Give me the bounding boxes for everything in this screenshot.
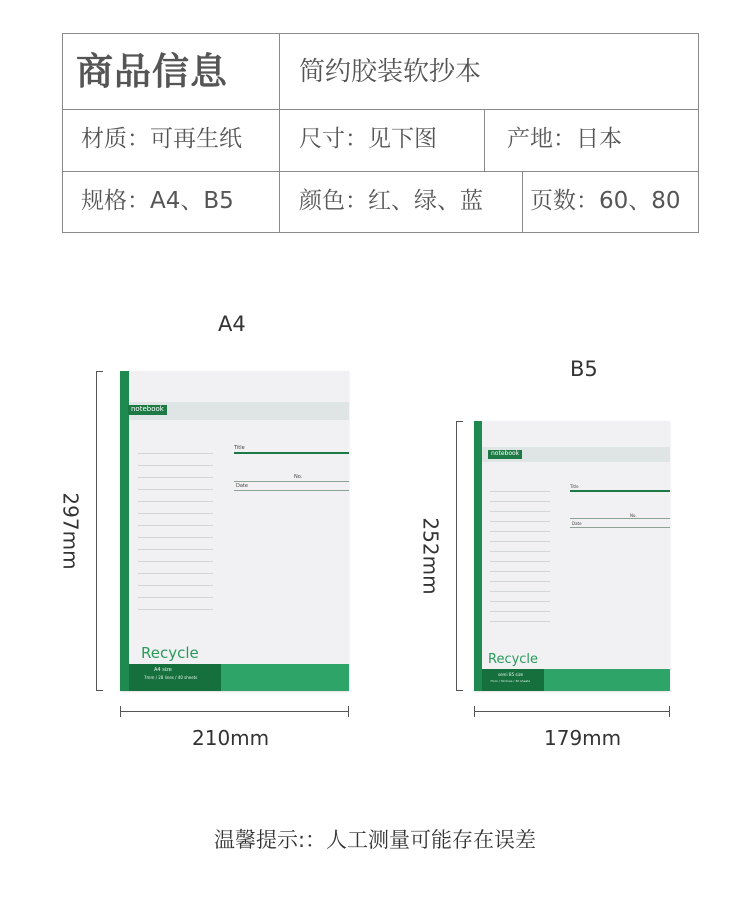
- recycle-brand-text: Recycle: [141, 644, 199, 662]
- cover-rule: [138, 609, 213, 610]
- no-field-line: [570, 518, 670, 519]
- cover-footer-light: [544, 669, 670, 691]
- cover-rule: [138, 597, 213, 598]
- b5-notebook-image: [474, 421, 670, 691]
- cover-rule: [138, 465, 213, 466]
- b5-width-label: 179mm: [544, 726, 622, 750]
- table-divider: [279, 34, 280, 233]
- cover-rule: [138, 525, 213, 526]
- notebook-spine: [120, 371, 129, 691]
- size-text: semi B5 size: [498, 672, 524, 677]
- measurement-note: 温馨提示:：人工测量可能存在误差: [213, 828, 537, 852]
- b5-size-label: B5: [570, 357, 598, 381]
- a4-width-dimension-line: [120, 711, 349, 712]
- title-field-bar: [234, 452, 349, 454]
- table-divider: [63, 109, 698, 110]
- cover-rule: [490, 591, 550, 592]
- cover-rule: [490, 611, 550, 612]
- product-name: 简约胶装软抄本: [299, 57, 482, 87]
- a4-height-label: 297mm: [58, 492, 83, 570]
- cover-rule: [490, 601, 550, 602]
- cover-rule: [490, 501, 550, 502]
- table-divider: [63, 171, 698, 172]
- no-field-label: No.: [294, 474, 303, 480]
- a4-size-label: A4: [218, 312, 246, 336]
- title-field-label: Title: [570, 484, 579, 489]
- spec-cell: 规格：A4、B5: [81, 188, 234, 214]
- notebook-spine: [474, 421, 482, 691]
- cover-rule: [490, 571, 550, 572]
- date-field-label: Date: [236, 483, 248, 489]
- no-field-label: No.: [630, 513, 637, 518]
- date-field-line: [234, 490, 349, 491]
- material-cell: 材质：可再生纸: [81, 126, 242, 152]
- cover-rule: [490, 511, 550, 512]
- origin-cell: 产地：日本: [507, 126, 622, 152]
- color-cell: 颜色：红、绿、蓝: [299, 188, 483, 214]
- cover-rule: [490, 521, 550, 522]
- table-divider: [484, 109, 485, 171]
- no-field-line: [234, 481, 349, 482]
- table-divider: [522, 171, 523, 233]
- date-field-label: Date: [572, 521, 582, 526]
- cover-rule: [138, 585, 213, 586]
- notebook-tag: notebook: [128, 405, 167, 415]
- spec-text: 7mm / 30 lines / 30 sheets: [490, 679, 531, 683]
- cover-rule: [490, 491, 550, 492]
- spec-text: 7mm / 28 lines / 40 sheets: [144, 675, 198, 680]
- cover-rule: [490, 541, 550, 542]
- size-text: A4 size: [154, 667, 172, 673]
- cover-rule: [138, 513, 213, 514]
- cover-rule: [490, 531, 550, 532]
- table-header-label: 商品信息: [76, 50, 228, 93]
- cover-footer-light: [221, 664, 349, 691]
- notebook-tag: notebook: [488, 450, 522, 459]
- cover-rule: [138, 477, 213, 478]
- a4-height-dimension-line: [96, 371, 97, 691]
- b5-width-dimension-line: [474, 711, 670, 712]
- product-info-table: [62, 33, 699, 233]
- cover-rule: [138, 549, 213, 550]
- title-field-label: Title: [234, 445, 245, 451]
- size-cell: 尺寸：见下图: [299, 126, 437, 152]
- cover-rule: [490, 621, 550, 622]
- cover-rule: [138, 573, 213, 574]
- cover-rule: [490, 581, 550, 582]
- pages-cell: 页数：60、80: [530, 188, 681, 214]
- cover-rule: [138, 537, 213, 538]
- a4-notebook-image: [120, 371, 349, 691]
- a4-width-label: 210mm: [192, 726, 270, 750]
- cover-rule: [138, 501, 213, 502]
- cover-rule: [138, 489, 213, 490]
- recycle-brand-text: Recycle: [488, 652, 539, 667]
- b5-height-dimension-line: [456, 421, 457, 691]
- cover-rule: [138, 561, 213, 562]
- date-field-line: [570, 527, 670, 528]
- cover-rule: [490, 561, 550, 562]
- cover-rule: [490, 551, 550, 552]
- b5-height-label: 252mm: [418, 517, 443, 595]
- cover-rule: [138, 453, 213, 454]
- title-field-bar: [570, 490, 670, 492]
